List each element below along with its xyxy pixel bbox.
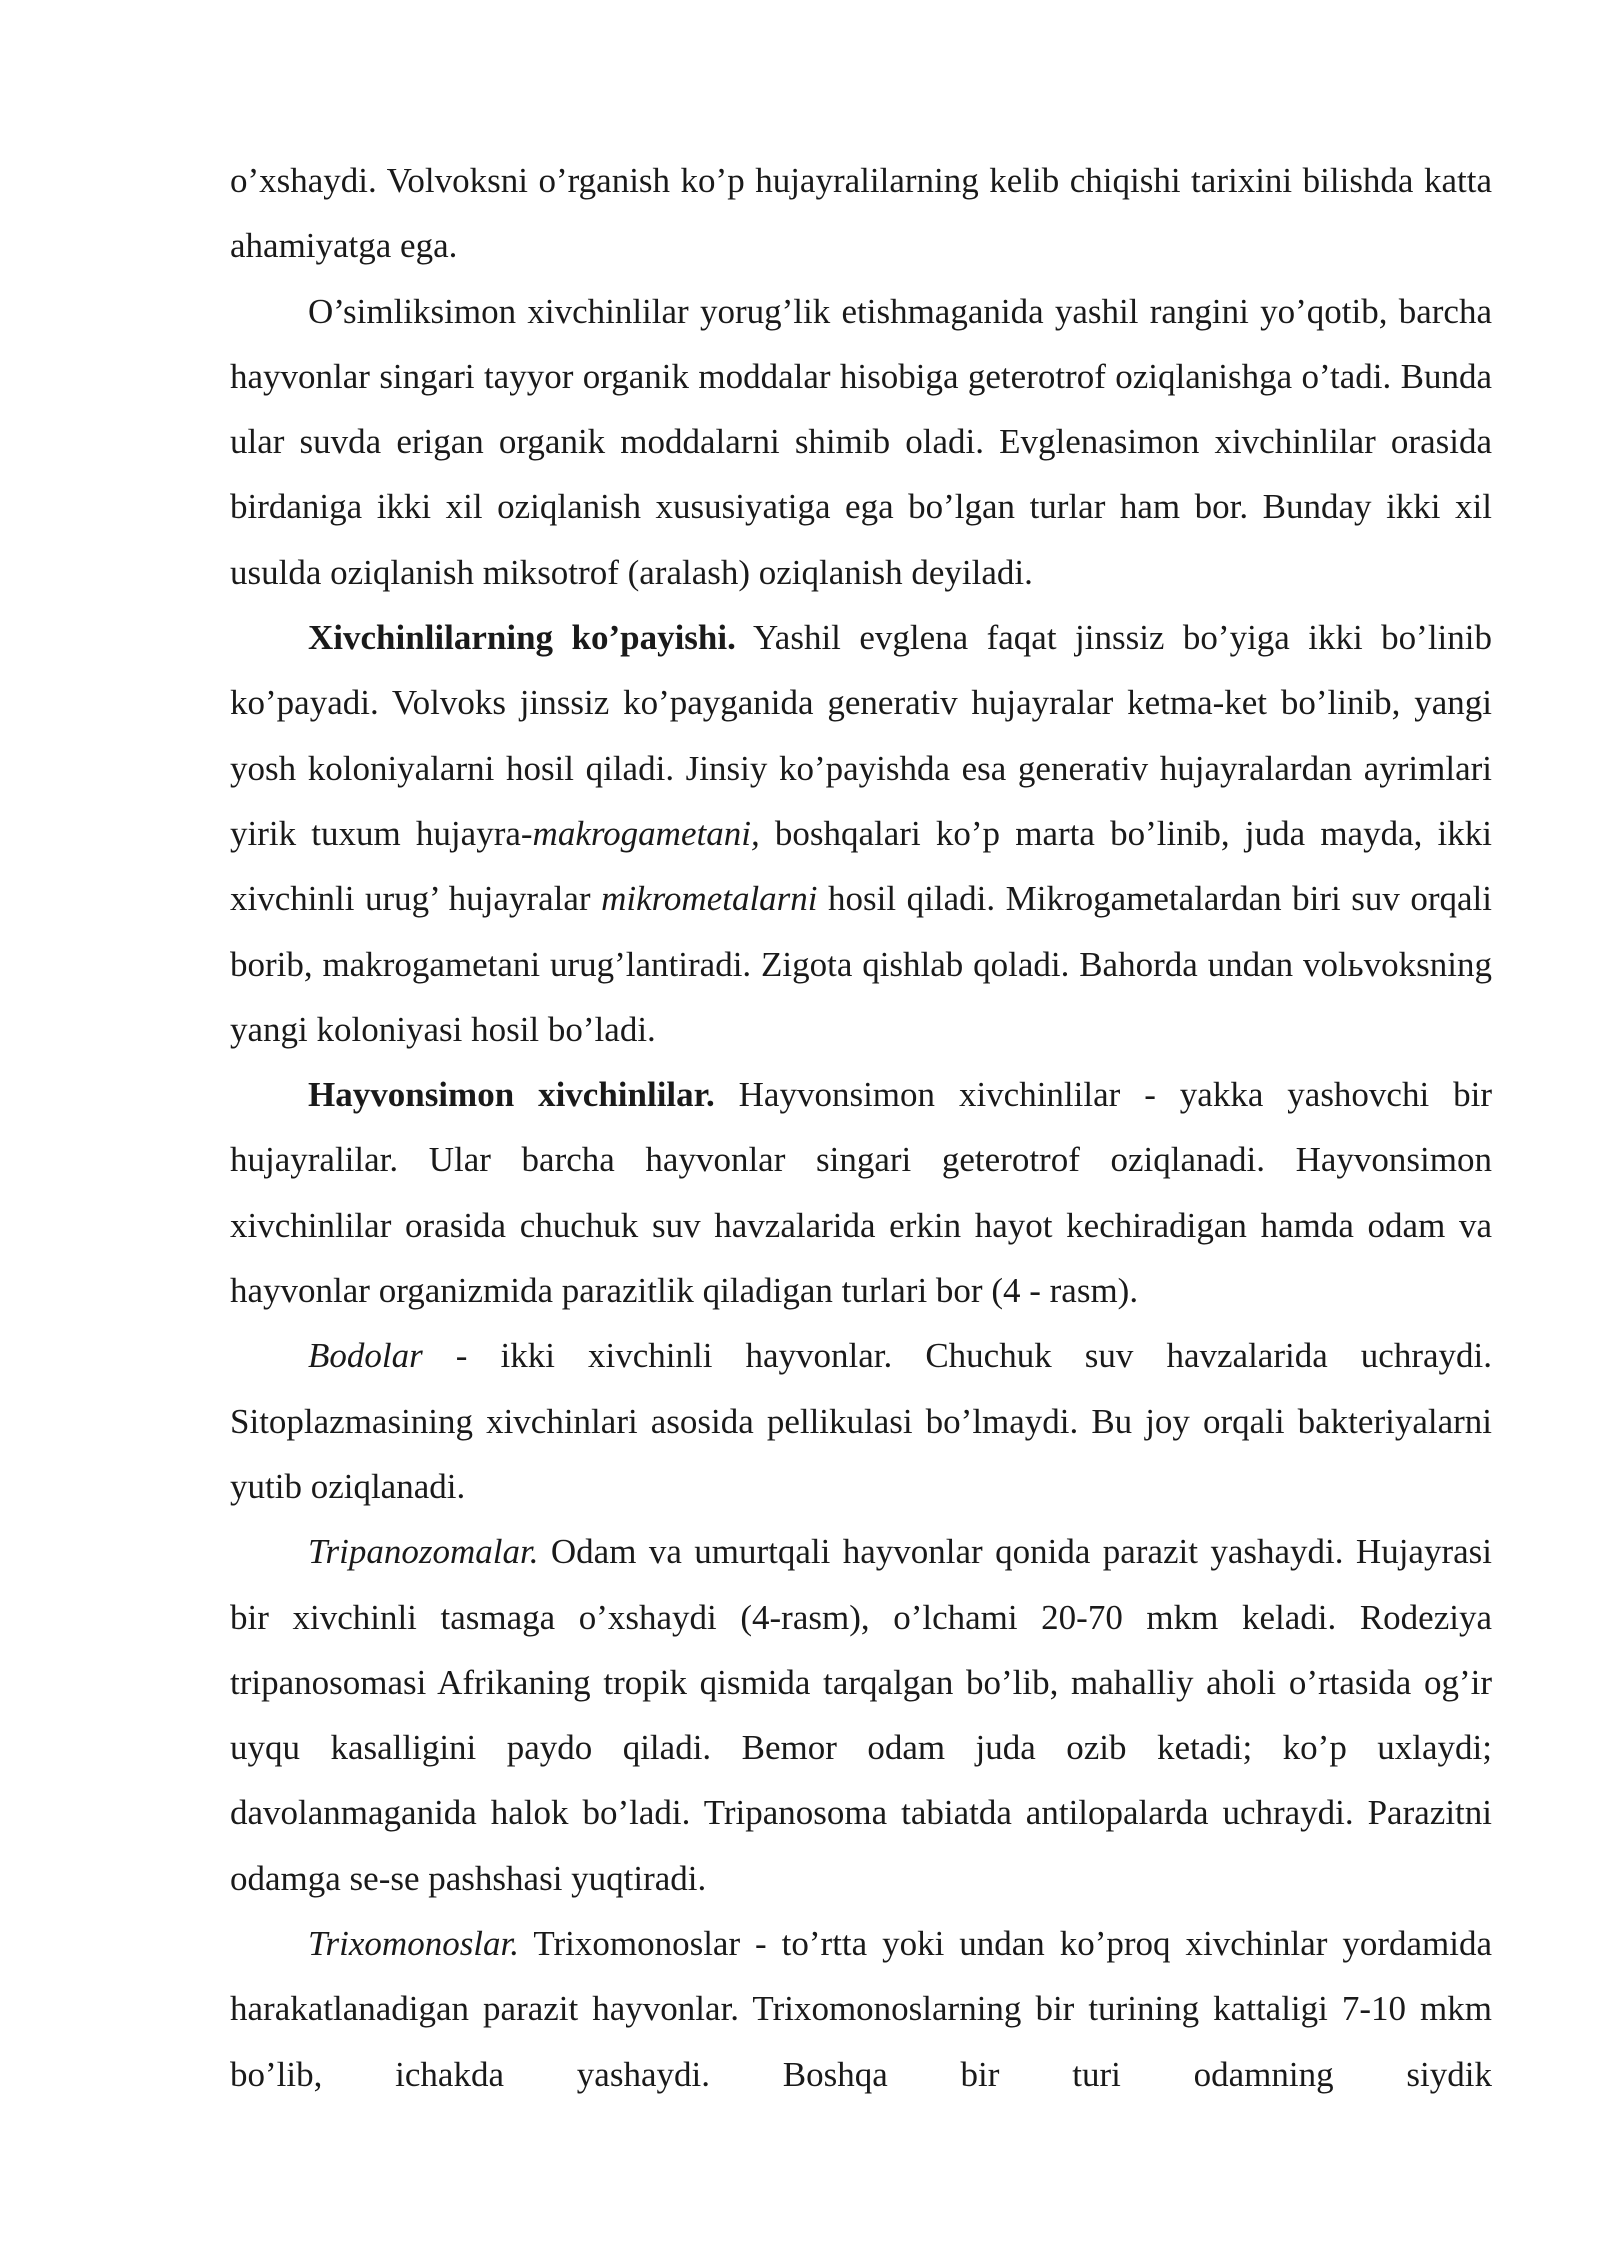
paragraph-text: Yashil evglena faqat jinssiz bo’yiga ikki bo’linib ko’payadi. Volvoks jinssiz ko’payganida generativ hujayralar ketma-ket bo’linib, yangi yosh koloniyalarni hosil qiladi. Jinsiy ko’payishda esa generativ hujayralardan ayrimlari yirik tuxum hujayra- [230, 618, 1492, 853]
paragraph-tripanozomalar [230, 1519, 1492, 1911]
paragraph-mixotrophic [230, 279, 1492, 605]
paragraph-trixomonoslar [230, 1911, 1492, 2107]
paragraph-text: Hayvonsimon xivchinlilar - yakka yashovchi bir hujayralilar. Ular barcha hayvonlar singari geterotrof oziqlanadi. Hayvonsimon xivchinlilar orasida chuchuk suv havzalarida erkin hayot kechiradigan hamda odam va hayvonlar organizmida parazitlik qiladigan turlari bor (4 - rasm). [230, 1075, 1492, 1311]
section-heading: Hayvonsimon xivchinlilar. [308, 1075, 715, 1115]
paragraph-bodolar [230, 1323, 1492, 1519]
paragraph-text: Odam va umurtqali hayvonlar qonida parazit yashaydi. Hujayrasi bir xivchinli tasmaga o’xshaydi (4-rasm), o’lchami 20-70 mkm keladi. Rodeziya tripanosomasi Afrikaning tropik qismida tarqalgan bo’lib, mahalliy aholi o’rtasida og’ir uyqu kasalligini paydo qiladi. Bemor odam juda ozib ketadi; ko’p uxlaydi; davolanmaganida halok bo’ladi. Tripanosoma tabiatda antilopalarda uchraydi. Parazitni odamga se-se pashshasi yuqtiradi. [230, 1532, 1492, 1898]
italic-term: Bodolar [308, 1336, 423, 1376]
paragraph-text: boshqalari ko’p marta bo’linib, juda mayda, ikki xivchinli urug’ hujayralar [230, 813, 1493, 919]
paragraph-text: hosil qiladi. Mikrogametalardan biri suv orqali borib, makrogametani urug’lantiradi. Zigota qishlab qoladi. Bahorda undan volьvoksning yangi koloniyasi hosil bo’ladi. [230, 879, 1493, 1049]
document-page [230, 148, 1492, 2107]
paragraph-continuation [230, 148, 1492, 279]
paragraph-text: O’simliksimon xivchinlilar yorug’lik etishmaganida yashil rangini yo’qotib, barcha hayvonlar singari tayyor organik moddalar hisobiga geterotrof oziqlanishga o’tadi. Bunda ular suvda erigan organik moddalarni shimib oladi. Evglenasimon xivchinlilar orasida birdaniga ikki xil oziqlanish xususiyatiga ega bo’lgan turlar ham bor. Bunday ikki xil usulda oziqlanish miksotrof (aralash) oziqlanish deyiladi. [230, 291, 1492, 592]
section-heading: Xivchinlilarning ko’payishi. [308, 618, 736, 658]
italic-term: Trixomonoslar. [308, 1924, 520, 1964]
paragraph-animal-flagellates [230, 1062, 1492, 1323]
paragraph-text: o’xshaydi. Volvoksni o’rganish ko’p hujayralilarning kelib chiqishi tarixini bilishda katta ahamiyatga ega. [230, 161, 1492, 266]
paragraph-text: Trixomonoslar - to’rtta yoki undan ko’proq xivchinlar yordamida harakatlanadigan parazit hayvonlar. Trixomonoslarning bir turining kattaligi 7-10 mkm bo’lib, ichakda yashaydi. Boshqa bir turi odamning siydik [230, 1924, 1492, 2094]
italic-term: mikrometalarni [601, 879, 818, 919]
italic-term: Tripanozomalar. [308, 1532, 539, 1572]
paragraph-text: - ikki xivchinli hayvonlar. Chuchuk suv havzalarida uchraydi. Sitoplazmasining xivchinlari asosida pellikulasi bo’lmaydi. Bu joy orqali bakteriyalarni yutib oziqlanadi. [230, 1336, 1492, 1506]
paragraph-reproduction [230, 605, 1492, 1062]
italic-term: makrogametani, [532, 813, 760, 853]
